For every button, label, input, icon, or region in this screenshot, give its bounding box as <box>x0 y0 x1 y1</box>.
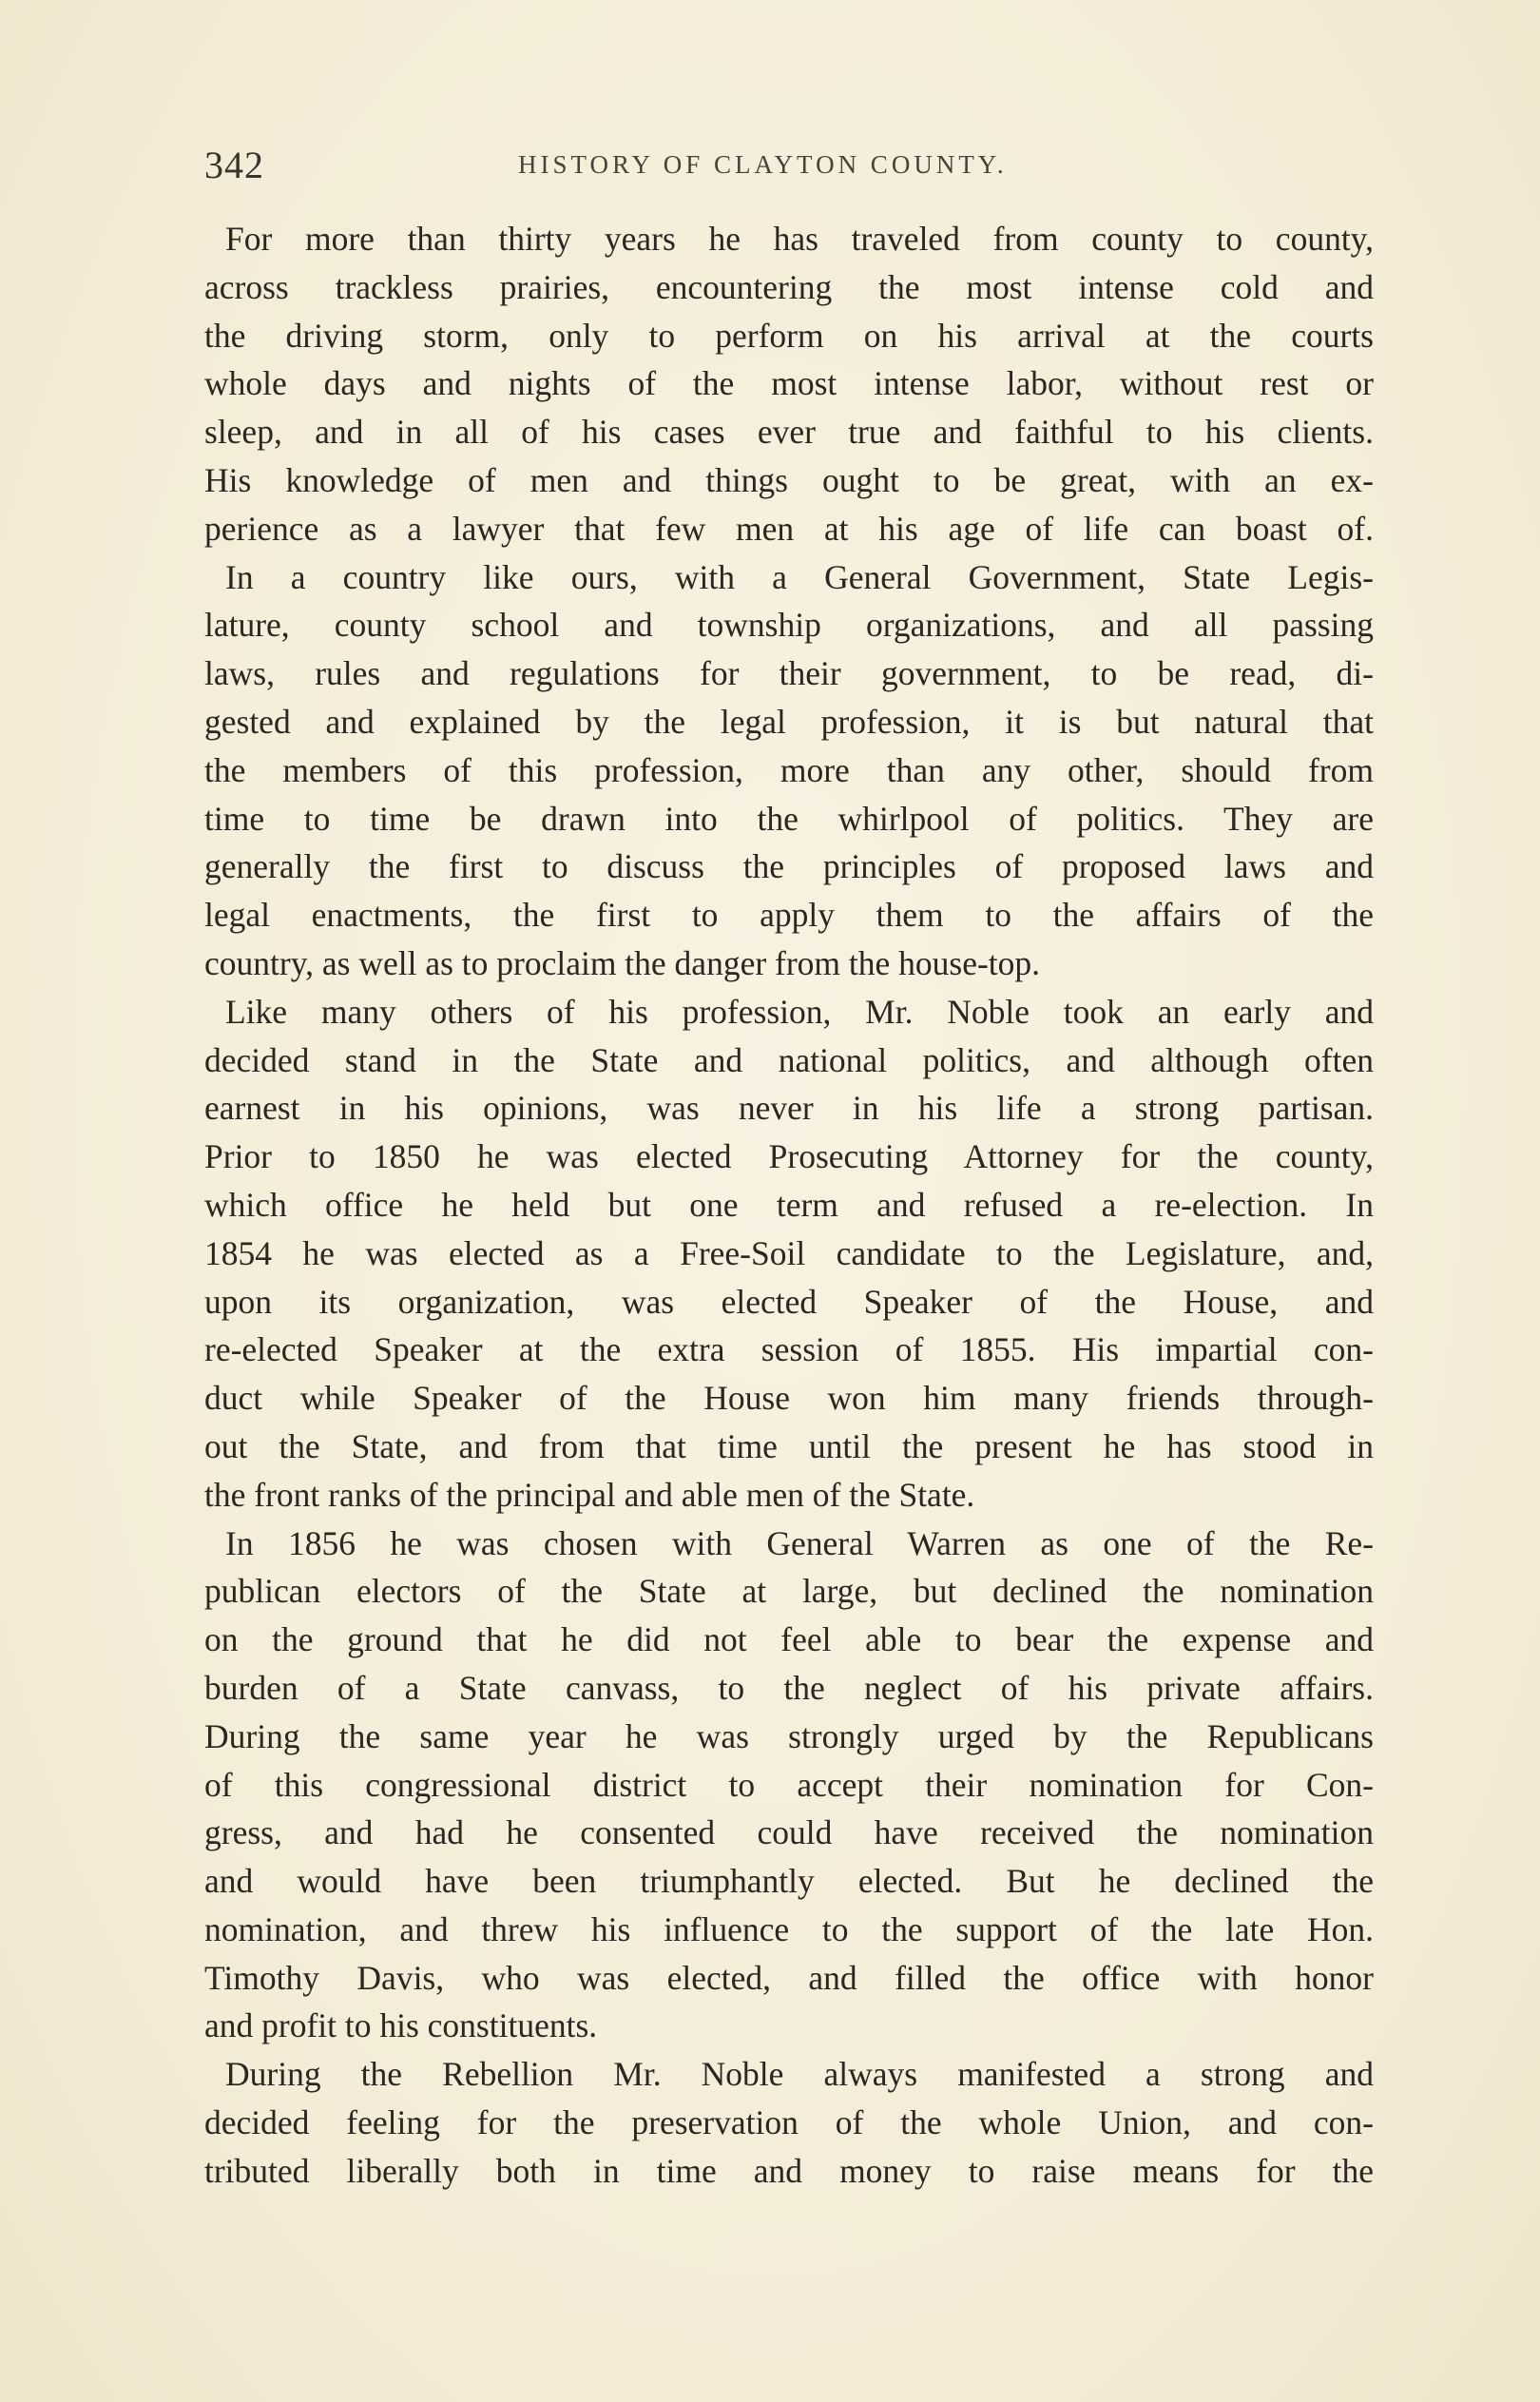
text-line: re-elected Speaker at the extra session of 1855. His impartial con- <box>204 1330 1374 1369</box>
running-title: HISTORY OF CLAYTON COUNTY. <box>518 150 1008 179</box>
text-line: In a country like ours, with a General Government, State Legis- <box>225 557 1374 596</box>
text-line: sleep, and in all of his cases ever true and faithful to his clients. <box>204 413 1374 452</box>
text-line: earnest in his opinions, was never in his life a strong partisan. <box>204 1089 1374 1128</box>
text-line: and would have been triumphantly elected. But he declined the <box>204 1862 1374 1901</box>
text-line: and profit to his constituents. <box>204 2006 598 2045</box>
text-line: the driving storm, only to perform on his arrival at the courts <box>204 316 1374 355</box>
text-line: During the Rebellion Mr. Noble always manifested a strong and <box>225 2055 1374 2094</box>
page-number: 342 <box>204 144 264 186</box>
text-line: decided feeling for the preservation of the whole Union, and con- <box>204 2103 1374 2142</box>
text-line: which office he held but one term and refused a re-election. In <box>204 1185 1374 1224</box>
text-line: legal enactments, the first to apply them to the affairs of the <box>204 896 1374 935</box>
text-line: decided stand in the State and national politics, and although often <box>204 1040 1374 1079</box>
text-line: on the ground that he did not feel able to bear the expense and <box>204 1620 1374 1659</box>
text-line: laws, rules and regulations for their government, to be read, di- <box>204 654 1374 693</box>
text-line: publican electors of the State at large, but declined the nomination <box>204 1572 1374 1611</box>
text-line: the members of this profession, more than any other, should from <box>204 750 1374 789</box>
text-line: lature, county school and township organizations, and all passing <box>204 606 1374 645</box>
text-line: nomination, and threw his influence to the support of the late Hon. <box>204 1909 1374 1948</box>
text-line: perience as a lawyer that few men at his age of life can boast of. <box>204 509 1374 548</box>
text-line: upon its organization, was elected Speaker of the House, and <box>204 1282 1374 1321</box>
text-line: duct while Speaker of the House won him many friends through- <box>204 1379 1374 1418</box>
text-line: burden of a State canvass, to the neglect of his private affairs. <box>204 1668 1374 1707</box>
text-line: Like many others of his profession, Mr. Noble took an early and <box>225 992 1374 1031</box>
text-line: 1854 he was elected as a Free-Soil candidate to the Legislature, and, <box>204 1233 1374 1272</box>
text-line: gress, and had he consented could have received the nomination <box>204 1813 1374 1852</box>
text-line: country, as well as to proclaim the danger from the house-top. <box>204 943 1041 982</box>
text-line: the front ranks of the principal and able men of the State. <box>204 1475 975 1514</box>
text-line: whole days and nights of the most intense labor, without rest or <box>204 364 1374 403</box>
text-line: Timothy Davis, who was elected, and filled the office with honor <box>204 1958 1374 1997</box>
text-line: across trackless prairies, encountering the most intense cold and <box>204 267 1374 306</box>
text-line: out the State, and from that time until the present he has stood in <box>204 1426 1374 1465</box>
text-line: of this congressional district to accept their nomination for Con- <box>204 1765 1374 1804</box>
text-line: generally the first to discuss the principles of proposed laws and <box>204 847 1374 886</box>
text-line: For more than thirty years he has traveled from county to county, <box>225 220 1374 258</box>
text-line: gested and explained by the legal profession, it is but natural that <box>204 702 1374 741</box>
text-line: In 1856 he was chosen with General Warren as one of the Re- <box>225 1523 1374 1562</box>
text-line: time to time be drawn into the whirlpool of politics. They are <box>204 799 1374 838</box>
body-text <box>204 215 1374 2196</box>
text-line: Prior to 1850 he was elected Prosecuting Attorney for the county, <box>204 1137 1374 1176</box>
text-line: tributed liberally both in time and money to raise means for the <box>204 2151 1374 2190</box>
text-line: His knowledge of men and things ought to be great, with an ex- <box>204 460 1374 499</box>
text-line: During the same year he was strongly urged by the Republicans <box>204 1716 1374 1755</box>
page-header <box>204 143 1374 190</box>
